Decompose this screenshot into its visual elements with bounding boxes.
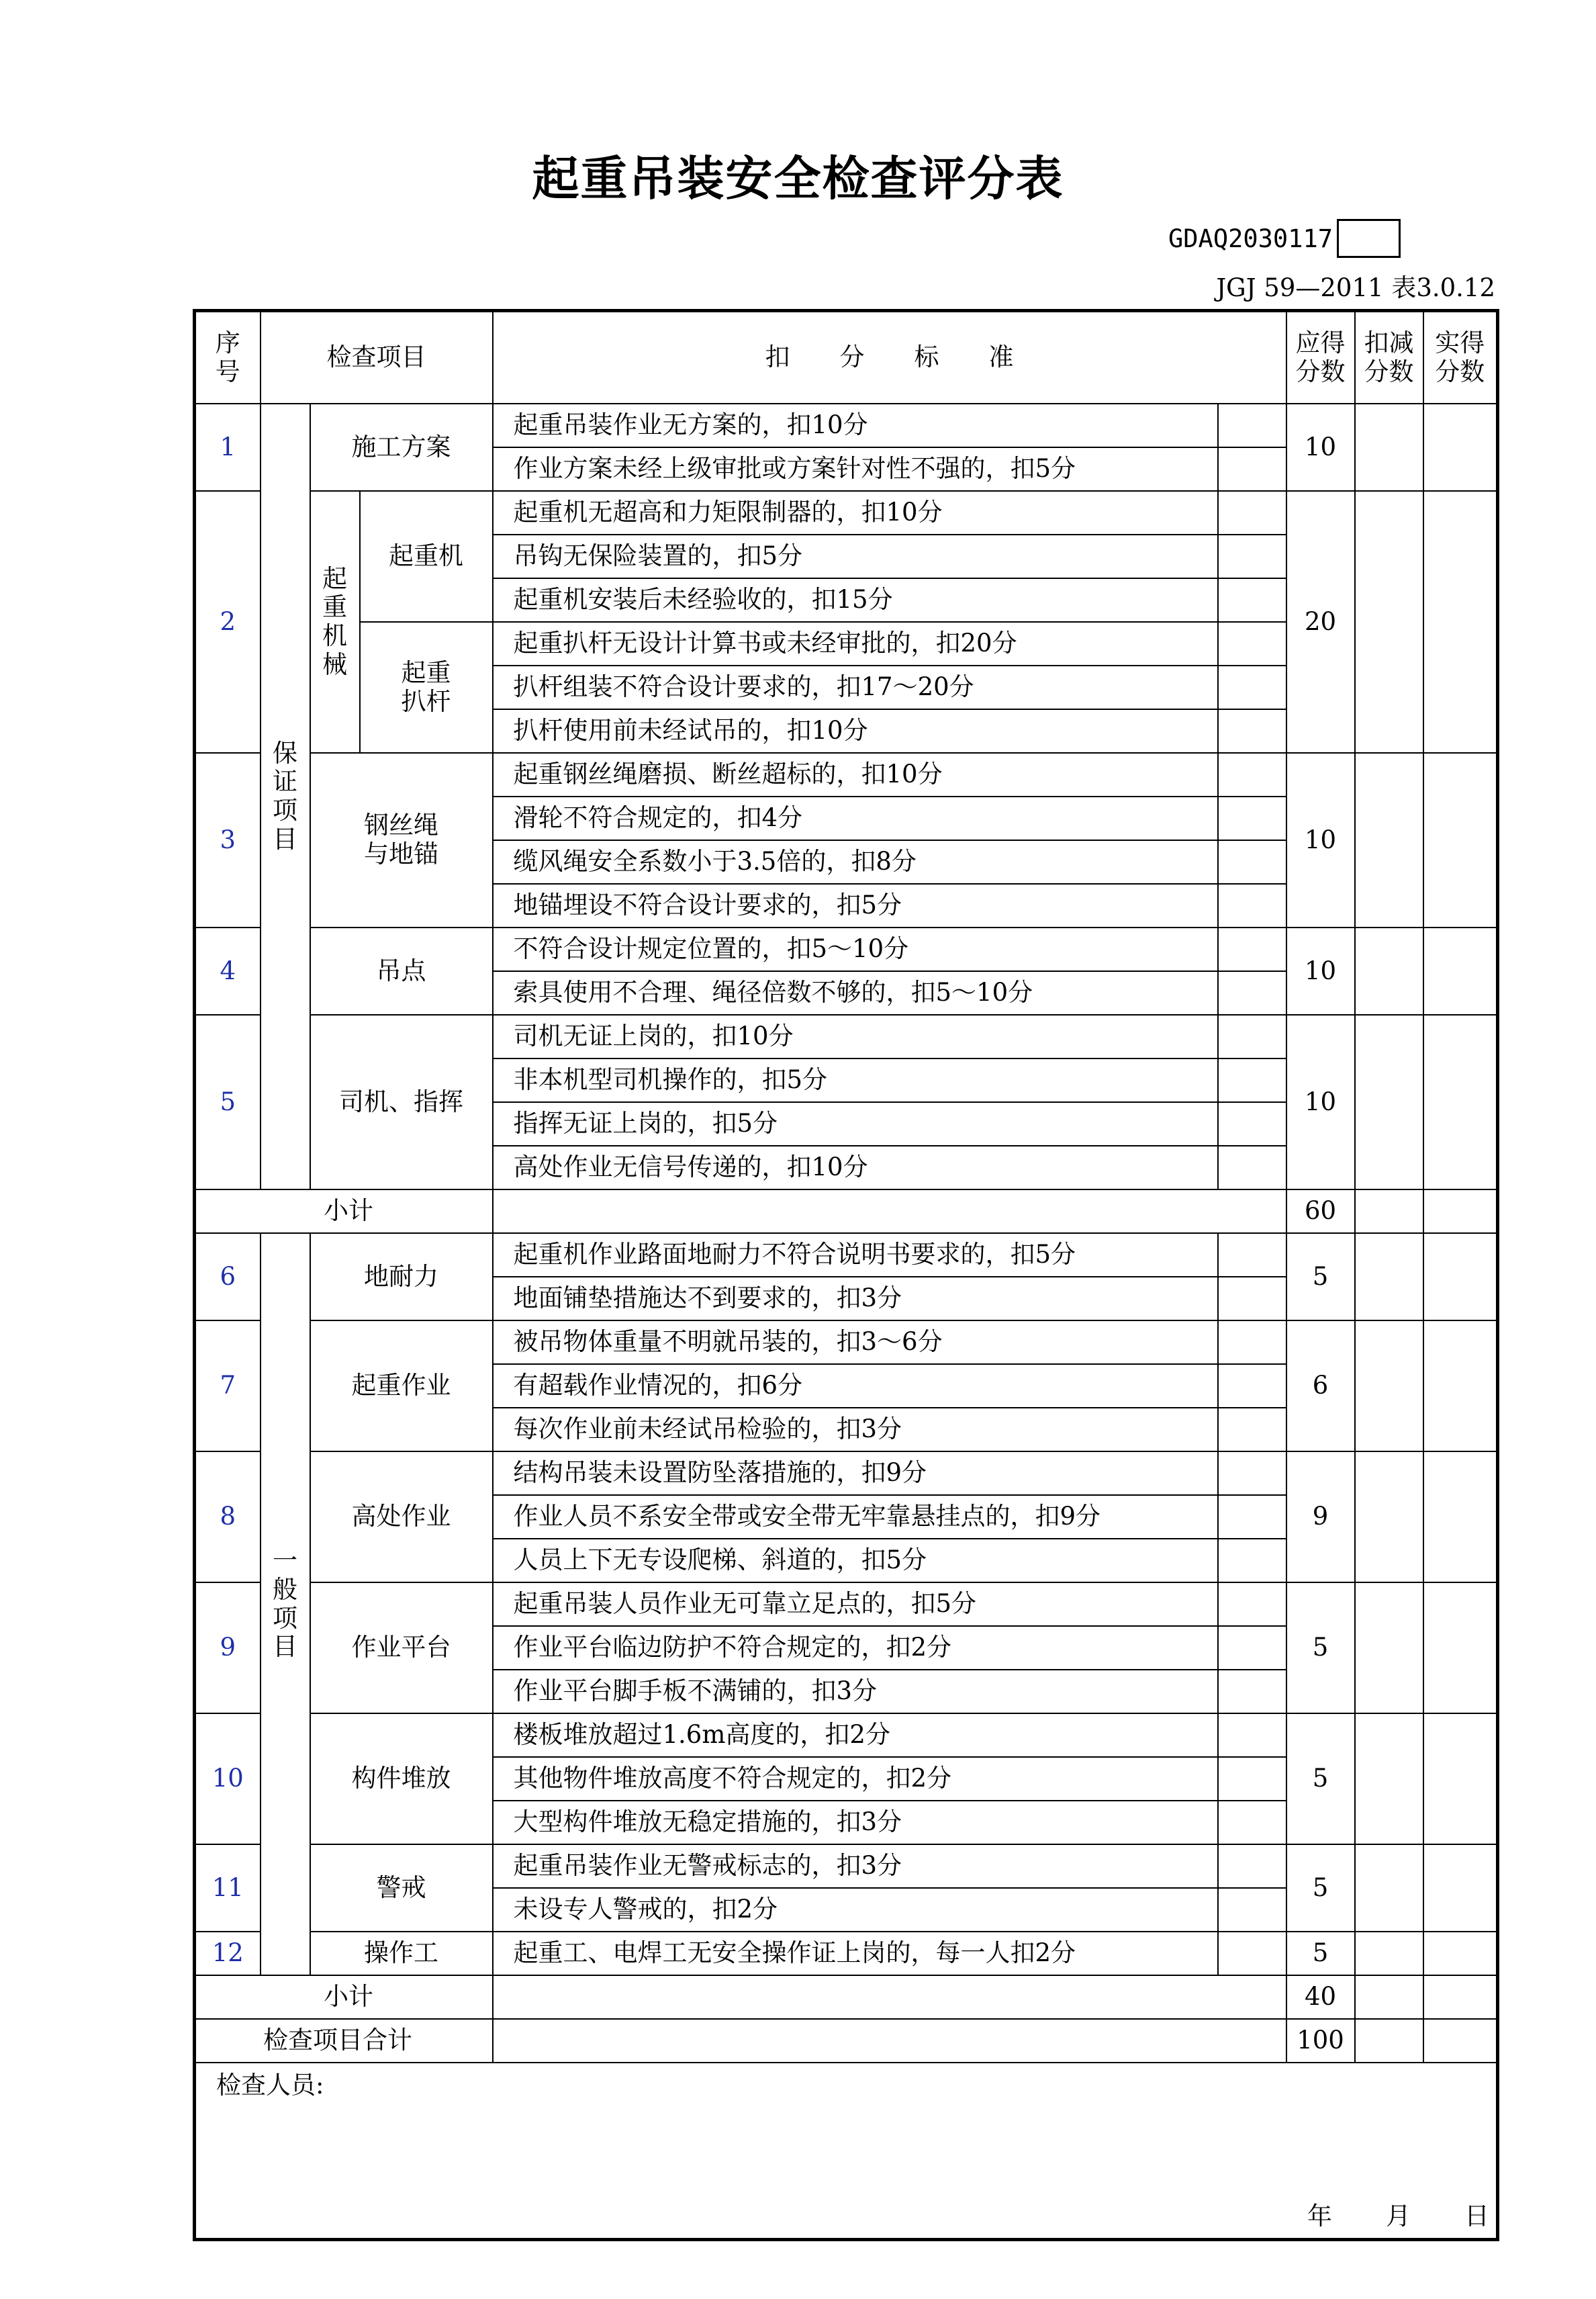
deduction-score[interactable] xyxy=(1355,928,1423,1015)
date-year: 年 xyxy=(1307,2202,1332,2231)
row-subitem: 起重 扒杆 xyxy=(360,622,493,753)
table-row xyxy=(195,753,1498,797)
criteria-text: 扒杆组装不符合设计要求的，扣17～20分 xyxy=(493,666,1218,709)
actual-score[interactable] xyxy=(1423,1015,1498,1189)
deduct-cell[interactable] xyxy=(1218,971,1286,1015)
total-deduction[interactable] xyxy=(1355,2019,1423,2063)
doc-code-row xyxy=(1168,218,1401,259)
subtotal-row xyxy=(195,1975,1498,2019)
date-month: 月 xyxy=(1386,2202,1411,2231)
row-seq: 8 xyxy=(195,1451,261,1582)
criteria-text: 起重扒杆无设计计算书或未经审批的，扣20分 xyxy=(493,622,1218,666)
row-subitem: 起重机 xyxy=(360,491,493,622)
full-score: 10 xyxy=(1286,928,1355,1015)
criteria-text: 每次作业前未经试吊检验的，扣3分 xyxy=(493,1408,1218,1451)
actual-score[interactable] xyxy=(1423,1713,1498,1844)
deduct-cell[interactable] xyxy=(1218,1102,1286,1146)
deduct-cell[interactable] xyxy=(1218,1801,1286,1844)
criteria-text: 司机无证上岗的，扣10分 xyxy=(493,1015,1218,1058)
deduct-cell[interactable] xyxy=(1218,1364,1286,1408)
criteria-text: 未设专人警戒的，扣2分 xyxy=(493,1888,1218,1932)
date-row xyxy=(1254,2202,1489,2231)
row-seq: 1 xyxy=(195,404,261,491)
row-item: 吊点 xyxy=(310,928,493,1015)
header-seq: 序 号 xyxy=(195,311,261,404)
row-seq: 4 xyxy=(195,928,261,1015)
criteria-text: 起重吊装作业无警戒标志的，扣3分 xyxy=(493,1844,1218,1888)
criteria-text: 作业方案未经上级审批或方案针对性不强的，扣5分 xyxy=(493,447,1218,491)
actual-score[interactable] xyxy=(1423,928,1498,1015)
total-actual[interactable] xyxy=(1423,2019,1498,2063)
deduct-cell[interactable] xyxy=(1218,797,1286,840)
row-seq: 10 xyxy=(195,1713,261,1844)
header-criteria: 扣 分 标 准 xyxy=(493,311,1286,404)
table-row xyxy=(195,1451,1498,1495)
full-score: 9 xyxy=(1286,1451,1355,1582)
deduct-cell[interactable] xyxy=(1218,1844,1286,1888)
row-item: 操作工 xyxy=(310,1932,493,1975)
criteria-text: 有超载作业情况的，扣6分 xyxy=(493,1364,1218,1408)
actual-score[interactable] xyxy=(1423,1320,1498,1451)
table-row xyxy=(195,1015,1498,1058)
criteria-text: 起重钢丝绳磨损、断丝超标的，扣10分 xyxy=(493,753,1218,797)
deduction-score[interactable] xyxy=(1355,1713,1423,1844)
table-row xyxy=(195,1233,1498,1277)
criteria-text: 吊钩无保险装置的，扣5分 xyxy=(493,535,1218,578)
footer-row xyxy=(195,2063,1498,2240)
row-item: 作业平台 xyxy=(310,1582,493,1713)
criteria-text: 不符合设计规定位置的，扣5～10分 xyxy=(493,928,1218,971)
header-full-score: 应得 分数 xyxy=(1286,311,1355,404)
row-item: 地耐力 xyxy=(310,1233,493,1320)
doc-code-box[interactable] xyxy=(1337,219,1401,258)
actual-score[interactable] xyxy=(1423,1844,1498,1932)
table-row xyxy=(195,1844,1498,1888)
deduct-cell[interactable] xyxy=(1218,1320,1286,1364)
deduct-cell[interactable] xyxy=(1218,884,1286,928)
row-seq: 2 xyxy=(195,491,261,753)
deduct-cell[interactable] xyxy=(1218,1233,1286,1277)
deduct-cell[interactable] xyxy=(1218,1539,1286,1582)
subtotal-actual[interactable] xyxy=(1423,1189,1498,1233)
deduct-cell[interactable] xyxy=(1218,666,1286,709)
table-row xyxy=(195,1713,1498,1757)
criteria-text: 起重机无超高和力矩限制器的，扣10分 xyxy=(493,491,1218,535)
table-row xyxy=(195,491,1498,535)
total-blank xyxy=(493,2019,1286,2063)
row-item: 起重作业 xyxy=(310,1320,493,1451)
criteria-text: 起重机安装后未经验收的，扣15分 xyxy=(493,578,1218,622)
row-item: 施工方案 xyxy=(310,404,493,491)
actual-score[interactable] xyxy=(1423,1451,1498,1582)
full-score: 5 xyxy=(1286,1932,1355,1975)
actual-score[interactable] xyxy=(1423,753,1498,928)
inspector-cell[interactable] xyxy=(195,2063,1498,2240)
deduct-cell[interactable] xyxy=(1218,1451,1286,1495)
total-score: 100 xyxy=(1286,2019,1355,2063)
row-item: 钢丝绳 与地锚 xyxy=(310,753,493,928)
criteria-text: 起重工、电焊工无安全操作证上岗的，每一人扣2分 xyxy=(493,1932,1218,1975)
criteria-text: 地锚埋设不符合设计要求的，扣5分 xyxy=(493,884,1218,928)
deduct-cell[interactable] xyxy=(1218,491,1286,535)
row-item: 构件堆放 xyxy=(310,1713,493,1844)
group-guarantee: 保 证 项 目 xyxy=(261,404,310,1189)
table-row xyxy=(195,1932,1498,1975)
full-score: 10 xyxy=(1286,1015,1355,1189)
actual-score[interactable] xyxy=(1423,491,1498,753)
criteria-text: 指挥无证上岗的，扣5分 xyxy=(493,1102,1218,1146)
subtotal-deduction[interactable] xyxy=(1355,1189,1423,1233)
subtotal-row xyxy=(195,1189,1498,1233)
deduct-cell[interactable] xyxy=(1218,928,1286,971)
full-score: 5 xyxy=(1286,1713,1355,1844)
actual-score[interactable] xyxy=(1423,1932,1498,1975)
criteria-text: 楼板堆放超过1.6m高度的，扣2分 xyxy=(493,1713,1218,1757)
criteria-text: 结构吊装未设置防坠落措施的，扣9分 xyxy=(493,1451,1218,1495)
deduction-score[interactable] xyxy=(1355,1233,1423,1320)
deduct-cell[interactable] xyxy=(1218,1757,1286,1801)
header-deduction: 扣减 分数 xyxy=(1355,311,1423,404)
criteria-text: 起重吊装人员作业无可靠立足点的，扣5分 xyxy=(493,1582,1218,1626)
deduct-cell[interactable] xyxy=(1218,840,1286,884)
deduct-cell[interactable] xyxy=(1218,1582,1286,1626)
sub-group-machinery: 起 重 机 械 xyxy=(310,491,360,753)
group-general: 一 般 项 目 xyxy=(261,1233,310,1975)
deduct-cell[interactable] xyxy=(1218,1015,1286,1058)
header-row xyxy=(195,311,1498,404)
full-score: 10 xyxy=(1286,404,1355,491)
deduct-cell[interactable] xyxy=(1218,535,1286,578)
deduct-cell[interactable] xyxy=(1218,709,1286,753)
row-seq: 9 xyxy=(195,1582,261,1713)
full-score: 5 xyxy=(1286,1233,1355,1320)
deduction-score[interactable] xyxy=(1355,1844,1423,1932)
row-seq: 12 xyxy=(195,1932,261,1975)
header-item: 检查项目 xyxy=(261,311,493,404)
table-row xyxy=(195,404,1498,447)
deduct-cell[interactable] xyxy=(1218,1277,1286,1320)
form-title: 起重吊装安全检查评分表 xyxy=(532,151,1064,206)
table-row xyxy=(195,928,1498,971)
row-seq: 7 xyxy=(195,1320,261,1451)
score-table xyxy=(193,309,1499,2241)
criteria-text: 高处作业无信号传递的，扣10分 xyxy=(493,1146,1218,1189)
row-item: 司机、指挥 xyxy=(310,1015,493,1189)
criteria-text: 作业平台临边防护不符合规定的，扣2分 xyxy=(493,1626,1218,1670)
deduction-score[interactable] xyxy=(1355,491,1423,753)
deduct-cell[interactable] xyxy=(1218,753,1286,797)
deduction-score[interactable] xyxy=(1355,753,1423,928)
row-seq: 5 xyxy=(195,1015,261,1189)
subtotal-actual[interactable] xyxy=(1423,1975,1498,2019)
criteria-text: 非本机型司机操作的，扣5分 xyxy=(493,1058,1218,1102)
criteria-text: 缆风绳安全系数小于3.5倍的，扣8分 xyxy=(493,840,1218,884)
deduction-score[interactable] xyxy=(1355,1451,1423,1582)
criteria-text: 大型构件堆放无稳定措施的，扣3分 xyxy=(493,1801,1218,1844)
deduction-score[interactable] xyxy=(1355,1582,1423,1713)
deduct-cell[interactable] xyxy=(1218,1146,1286,1189)
row-item: 警戒 xyxy=(310,1844,493,1932)
deduct-cell[interactable] xyxy=(1218,1408,1286,1451)
deduct-cell[interactable] xyxy=(1218,1058,1286,1102)
full-score: 20 xyxy=(1286,491,1355,753)
criteria-text: 起重吊装作业无方案的，扣10分 xyxy=(493,404,1218,447)
subtotal-deduction[interactable] xyxy=(1355,1975,1423,2019)
full-score: 5 xyxy=(1286,1582,1355,1713)
subtotal-score: 60 xyxy=(1286,1189,1355,1233)
deduct-cell[interactable] xyxy=(1218,1888,1286,1932)
subtotal-label: 小计 xyxy=(195,1189,493,1233)
criteria-text: 作业平台脚手板不满铺的，扣3分 xyxy=(493,1670,1218,1713)
criteria-text: 其他物件堆放高度不符合规定的，扣2分 xyxy=(493,1757,1218,1801)
deduct-cell[interactable] xyxy=(1218,447,1286,491)
criteria-text: 被吊物体重量不明就吊装的，扣3～6分 xyxy=(493,1320,1218,1364)
doc-code: GDAQ2030117 xyxy=(1168,224,1333,253)
criteria-text: 人员上下无专设爬梯、斜道的，扣5分 xyxy=(493,1539,1218,1582)
total-label: 检查项目合计 xyxy=(195,2019,493,2063)
deduction-score[interactable] xyxy=(1355,404,1423,491)
standard-reference: JGJ 59—2011 表3.0.12 xyxy=(1216,273,1495,302)
deduction-score[interactable] xyxy=(1355,1015,1423,1189)
table-row xyxy=(195,1320,1498,1364)
deduct-cell[interactable] xyxy=(1218,1626,1286,1670)
deduction-score[interactable] xyxy=(1355,1320,1423,1451)
deduct-cell[interactable] xyxy=(1218,404,1286,447)
row-item: 高处作业 xyxy=(310,1451,493,1582)
deduct-cell[interactable] xyxy=(1218,1713,1286,1757)
deduct-cell[interactable] xyxy=(1218,578,1286,622)
deduction-score[interactable] xyxy=(1355,1932,1423,1975)
criteria-text: 索具使用不合理、绳径倍数不够的，扣5～10分 xyxy=(493,971,1218,1015)
row-seq: 6 xyxy=(195,1233,261,1320)
criteria-text: 起重机作业路面地耐力不符合说明书要求的，扣5分 xyxy=(493,1233,1218,1277)
deduct-cell[interactable] xyxy=(1218,622,1286,666)
total-row xyxy=(195,2019,1498,2063)
criteria-text: 滑轮不符合规定的，扣4分 xyxy=(493,797,1218,840)
full-score: 6 xyxy=(1286,1320,1355,1451)
table-row xyxy=(195,1582,1498,1626)
actual-score[interactable] xyxy=(1423,404,1498,491)
criteria-text: 作业人员不系安全带或安全带无牢靠悬挂点的，扣9分 xyxy=(493,1495,1218,1539)
full-score: 10 xyxy=(1286,753,1355,928)
full-score: 5 xyxy=(1286,1844,1355,1932)
subtotal-blank xyxy=(493,1975,1286,2019)
actual-score[interactable] xyxy=(1423,1233,1498,1320)
inspector-label: 检查人员: xyxy=(216,2071,324,2100)
subtotal-blank xyxy=(493,1189,1286,1233)
actual-score[interactable] xyxy=(1423,1582,1498,1713)
criteria-text: 扒杆使用前未经试吊的，扣10分 xyxy=(493,709,1218,753)
deduct-cell[interactable] xyxy=(1218,1495,1286,1539)
date-day: 日 xyxy=(1464,2202,1489,2231)
deduct-cell[interactable] xyxy=(1218,1670,1286,1713)
subtotal-score: 40 xyxy=(1286,1975,1355,2019)
row-seq: 11 xyxy=(195,1844,261,1932)
row-seq: 3 xyxy=(195,753,261,928)
criteria-text: 地面铺垫措施达不到要求的，扣3分 xyxy=(493,1277,1218,1320)
subtotal-label: 小计 xyxy=(195,1975,493,2019)
header-actual: 实得 分数 xyxy=(1423,311,1498,404)
deduct-cell[interactable] xyxy=(1218,1932,1286,1975)
